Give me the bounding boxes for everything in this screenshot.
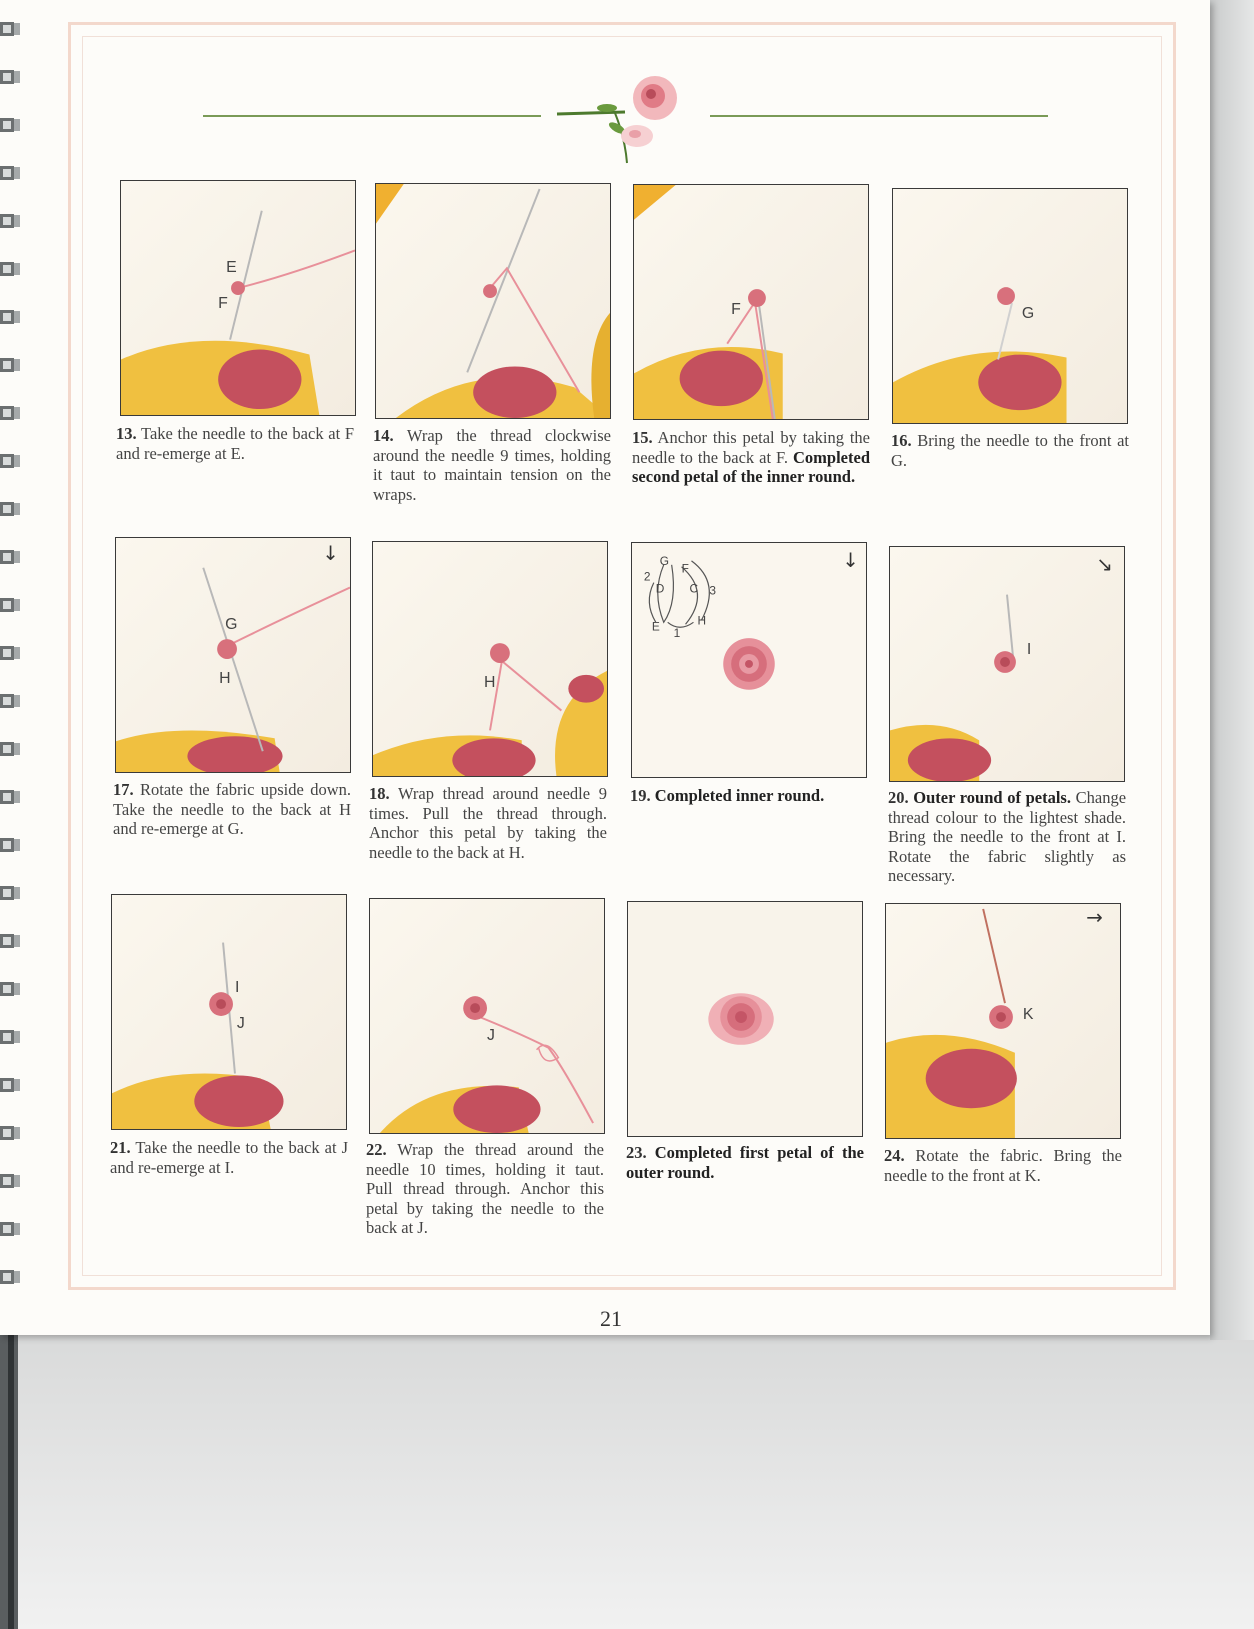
header-rule-right (710, 115, 1048, 117)
step-text: Change thread colour to the lightest shade. Bring the needle to the front at I. Rotate the fabric slightly as necessary. (888, 788, 1127, 885)
step-bold-text: Completed first petal of the outer round. (626, 1143, 864, 1182)
binding-ring-icon (0, 212, 22, 230)
binding-ring-icon (0, 932, 22, 950)
point-label-j: J (487, 1026, 495, 1044)
step-22-caption (366, 1140, 604, 1238)
point-label-f: F (218, 294, 228, 312)
step-20-photo (889, 546, 1125, 782)
header-rule-left (203, 115, 541, 117)
binding-ring-icon (0, 980, 22, 998)
diagram-label-d: D (655, 581, 665, 596)
diagram-label-g: G (659, 553, 670, 568)
diagram-label-e: E (651, 619, 660, 634)
step-24-photo (885, 903, 1121, 1139)
first-outer-petal-rose (708, 993, 773, 1045)
desk-background (0, 1335, 1254, 1629)
point-label-f: F (731, 300, 741, 318)
arrow-right-icon: → (1086, 905, 1103, 929)
binding-ring-icon (0, 1172, 22, 1190)
point-label-h: H (219, 669, 231, 687)
step-22-photo (369, 898, 605, 1134)
step-text: Take the needle to the back at F and re-emerge at E. (116, 424, 355, 463)
step-18-photo (372, 541, 608, 777)
arrow-diagonal-icon: ↘ (1096, 552, 1113, 576)
binding-ring-icon (0, 20, 22, 38)
step-number: 16. (891, 431, 912, 450)
binding-ring-icon (0, 788, 22, 806)
point-label-e: E (226, 259, 237, 277)
binding-ring-icon (0, 452, 22, 470)
page-number: 21 (600, 1306, 622, 1331)
binding-ring-icon (0, 308, 22, 326)
step-text: Bring the needle to the front at G. (891, 431, 1129, 470)
step-text: Take the needle to the back at J and re-emerge at I. (110, 1138, 348, 1177)
step-18-caption (369, 784, 607, 862)
step-text: Wrap the thread around the needle 10 times, holding it taut. Pull thread through. Anchor this petal by taking the needle to the back at J. (366, 1140, 605, 1237)
step-number: 17. (113, 780, 134, 799)
binding-ring-icon (0, 1076, 22, 1094)
point-label-g: G (1021, 304, 1035, 322)
arrow-down-icon: ↓ (842, 548, 859, 572)
step-text: Anchor this petal by taking the needle to the back at F. (632, 428, 870, 467)
step-text: Rotate the fabric. Bring the needle to the front at K. (884, 1146, 1122, 1185)
diagram-label-1: 1 (673, 626, 681, 641)
diagram-label-c: C (689, 581, 699, 596)
binding-ring-icon (0, 1124, 22, 1142)
step-15-caption (632, 428, 870, 487)
binding-ring-icon (0, 596, 22, 614)
step-text: Wrap the thread clockwise around the needle 9 times, holding it taut to maintain tension on the wraps. (373, 426, 612, 504)
step-number: 23. (626, 1143, 647, 1162)
step-23-photo (627, 901, 863, 1137)
binding-ring-icon (0, 644, 22, 662)
binding-ring-icon (0, 740, 22, 758)
point-label-g: G (225, 616, 238, 634)
step-15-photo (633, 184, 869, 420)
step-number: 22. (366, 1140, 387, 1159)
binding-ring-icon (0, 356, 22, 374)
binding-ring-icon (0, 1028, 22, 1046)
point-label-h: H (484, 673, 496, 691)
step-bold-text: Completed second petal of the inner round. (632, 447, 870, 486)
step-number: 20. (888, 788, 909, 807)
point-label-i: I (234, 979, 240, 997)
binding-ring-icon (0, 404, 22, 422)
book-spine-shadow (8, 1330, 14, 1629)
diagram-label-2: 2 (643, 569, 651, 584)
step-13-caption (116, 424, 354, 463)
diagram-label-f: F (681, 561, 689, 576)
binding-ring-icon (0, 1268, 22, 1286)
binding-ring-icon (0, 500, 22, 518)
inner-round-rose (723, 638, 775, 690)
step-20-caption (888, 788, 1126, 886)
binding-ring-icon (0, 164, 22, 182)
step-13-photo (120, 180, 356, 416)
spiral-binding (0, 0, 24, 1300)
step-number: 19. (630, 786, 651, 805)
step-19-photo (631, 542, 867, 778)
step-21-photo (111, 894, 347, 1130)
step-14-caption (373, 426, 611, 504)
step-number: 14. (373, 426, 394, 445)
diagram-label-h: H (697, 613, 707, 628)
binding-ring-icon (0, 836, 22, 854)
step-number: 18. (369, 784, 390, 803)
step-24-caption (884, 1146, 1122, 1185)
step-16-photo (892, 188, 1128, 424)
binding-ring-icon (0, 884, 22, 902)
point-label-k: K (1022, 1006, 1034, 1024)
binding-ring-icon (0, 116, 22, 134)
step-bold-text: Outer round of petals. (913, 788, 1071, 807)
step-number: 21. (110, 1138, 131, 1157)
step-19-caption (630, 786, 868, 806)
binding-ring-icon (0, 692, 22, 710)
point-label-j: J (236, 1014, 245, 1032)
binding-ring-icon (0, 68, 22, 86)
step-23-caption (626, 1143, 864, 1182)
binding-ring-icon (0, 548, 22, 566)
page-edge (1210, 0, 1254, 1340)
point-label-i: I (1026, 641, 1032, 659)
step-17-photo (115, 537, 351, 773)
step-number: 24. (884, 1146, 905, 1165)
rose-ornament-icon (555, 68, 695, 168)
step-bold-text: Completed inner round. (654, 786, 825, 805)
step-17-caption (113, 780, 351, 839)
diagram-label-3: 3 (709, 583, 716, 598)
arrow-down-icon: ↓ (322, 541, 339, 565)
step-text: Wrap thread around needle 9 times. Pull the thread through. Anchor this petal by taking the needle to the back at H. (369, 784, 607, 862)
step-14-photo (375, 183, 611, 419)
step-text: Rotate the fabric upside down. Take the needle to the back at H and re-emerge at G. (113, 780, 351, 838)
step-number: 13. (116, 424, 137, 443)
step-number: 15. (632, 428, 653, 447)
step-21-caption (110, 1138, 348, 1177)
binding-ring-icon (0, 260, 22, 278)
binding-ring-icon (0, 1220, 22, 1238)
step-16-caption (891, 431, 1129, 470)
